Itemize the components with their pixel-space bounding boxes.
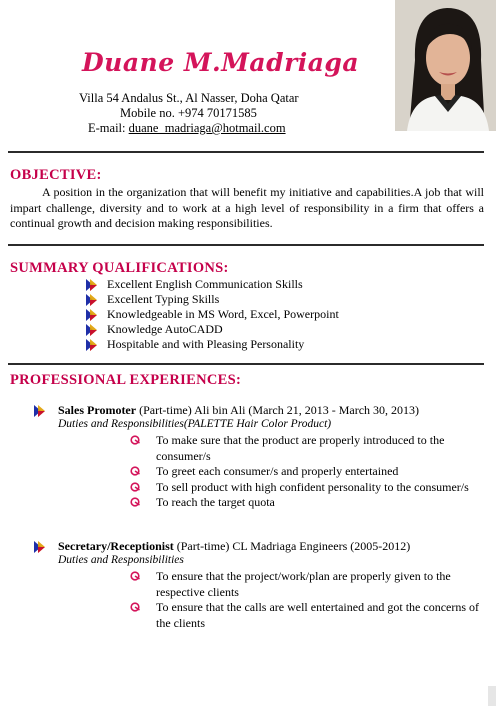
summary-item — [86, 292, 339, 307]
swirl-bullet-icon — [130, 435, 140, 445]
summary-item — [86, 307, 339, 322]
arrow-bullet-icon — [34, 405, 46, 417]
arrow-bullet-icon — [86, 309, 98, 321]
job-entry — [34, 403, 419, 418]
arrow-bullet-icon — [34, 541, 46, 553]
swirl-bullet-icon — [130, 571, 140, 581]
summary-list — [86, 277, 339, 352]
duty-text: To make sure that the product are properly introduced to the consumer/s — [156, 433, 445, 463]
swirl-bullet-icon — [130, 497, 140, 507]
summary-item-label: Hospitable and with Pleasing Personality — [107, 337, 305, 351]
duty-list — [130, 569, 484, 631]
duty-text: To sell product with high confident personality to the consumer/s — [156, 479, 469, 494]
duties-label: Duties and Responsibilities — [58, 554, 184, 566]
summary-item — [86, 322, 339, 337]
mobile-number: Mobile no. +974 70171585 — [120, 106, 257, 120]
email-line — [88, 121, 286, 136]
duty-item — [130, 600, 484, 631]
arrow-bullet-icon — [86, 279, 98, 291]
arrow-bullet-icon — [86, 324, 98, 336]
objective-text: A position in the organization that will benefit my initiative and capabilities.A job that will impart challenge, diversity and to work at a high level of responsibility in a firm that offers a continual growth and decision making responsibilities. — [10, 185, 484, 230]
job-title — [58, 403, 419, 418]
duty-item — [130, 480, 484, 496]
summary-item — [86, 277, 339, 292]
duty-item — [130, 495, 484, 511]
summary-item-label: Excellent English Communication Skills — [107, 277, 303, 291]
job-details: (Part-time) CL Madriaga Engineers (2005-2012) — [173, 539, 411, 553]
scroll-corner — [488, 686, 496, 706]
divider — [8, 151, 484, 153]
applicant-name: Duane M.Madriaga — [82, 48, 360, 77]
duty-item — [130, 569, 484, 600]
swirl-bullet-icon — [130, 602, 140, 612]
summary-heading: SUMMARY QUALIFICATIONS: — [10, 260, 229, 276]
job-position: Sales Promoter — [58, 403, 137, 417]
swirl-bullet-icon — [130, 482, 140, 492]
duty-text: To ensure that the calls are well entertained and got the concerns of the clients — [156, 600, 480, 630]
email-label: E-mail: — [88, 121, 129, 135]
summary-item — [86, 337, 339, 352]
duty-list — [130, 433, 484, 511]
divider — [8, 244, 484, 246]
job-entry — [34, 539, 410, 554]
experience-heading: PROFESSIONAL EXPERIENCES: — [10, 372, 242, 388]
job-details: (Part-time) Ali bin Ali (March 21, 2013 - March 30, 2013) — [136, 403, 420, 417]
profile-photo — [395, 0, 496, 131]
duty-text: To greet each consumer/s and properly entertained — [156, 464, 399, 478]
profile-photo-art — [395, 0, 496, 131]
summary-item-label: Knowledge AutoCADD — [107, 322, 223, 336]
arrow-bullet-icon — [86, 339, 98, 351]
duty-text: To ensure that the project/work/plan are properly given to the respective clients — [156, 569, 451, 599]
objective-heading: OBJECTIVE: — [10, 167, 102, 183]
job-position: Secretary/Receptionist — [58, 539, 174, 553]
address: Villa 54 Andalus St., Al Nasser, Doha Qatar — [79, 91, 299, 105]
duties-label: Duties and Responsibilities(PALETTE Hair Color Product) — [58, 418, 332, 430]
summary-item-label: Knowledgeable in MS Word, Excel, Powerpoint — [107, 307, 339, 321]
arrow-bullet-icon — [86, 294, 98, 306]
duty-item — [130, 433, 484, 464]
summary-item-label: Excellent Typing Skills — [107, 292, 220, 306]
divider — [8, 363, 484, 365]
duty-text: To reach the target quota — [156, 495, 275, 509]
swirl-bullet-icon — [130, 466, 140, 476]
job-title — [58, 539, 410, 554]
email-link[interactable]: duane_madriaga@hotmail.com — [128, 121, 286, 135]
duty-item — [130, 464, 484, 480]
